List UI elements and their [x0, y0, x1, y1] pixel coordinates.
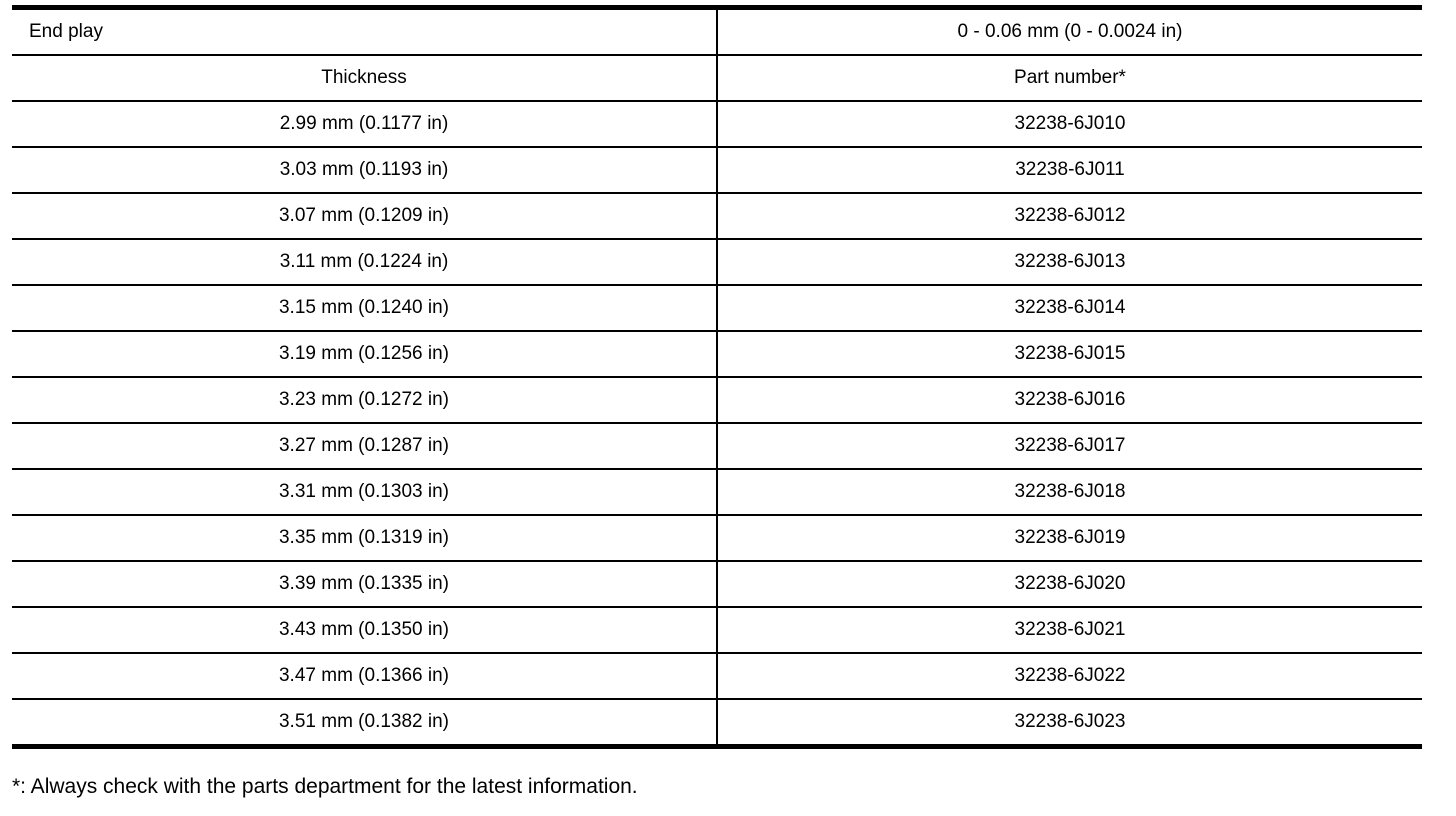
thickness-cell: 3.11 mm (0.1224 in): [12, 239, 717, 285]
table-row: [12, 285, 1422, 331]
table-row: [12, 515, 1422, 561]
thickness-cell: 3.51 mm (0.1382 in): [12, 699, 717, 747]
table-row: [12, 331, 1422, 377]
table-row: [12, 147, 1422, 193]
thickness-cell: 3.39 mm (0.1335 in): [12, 561, 717, 607]
thickness-cell: 3.43 mm (0.1350 in): [12, 607, 717, 653]
table-row: [12, 699, 1422, 747]
part-number-cell: 32238-6J011: [717, 147, 1422, 193]
table-row: [12, 653, 1422, 699]
end-play-row: [12, 8, 1422, 56]
part-number-cell: 32238-6J023: [717, 699, 1422, 747]
shim-spec-table: [12, 5, 1422, 749]
part-number-cell: 32238-6J015: [717, 331, 1422, 377]
part-number-cell: 32238-6J010: [717, 101, 1422, 147]
part-number-cell: 32238-6J019: [717, 515, 1422, 561]
table-row: [12, 561, 1422, 607]
table-row: [12, 193, 1422, 239]
thickness-cell: 3.47 mm (0.1366 in): [12, 653, 717, 699]
part-number-cell: 32238-6J018: [717, 469, 1422, 515]
table-row: [12, 377, 1422, 423]
table-row: [12, 423, 1422, 469]
thickness-cell: 3.07 mm (0.1209 in): [12, 193, 717, 239]
part-number-cell: 32238-6J016: [717, 377, 1422, 423]
table-row: [12, 239, 1422, 285]
part-number-cell: 32238-6J022: [717, 653, 1422, 699]
thickness-cell: 3.35 mm (0.1319 in): [12, 515, 717, 561]
thickness-cell: 3.03 mm (0.1193 in): [12, 147, 717, 193]
thickness-cell: 3.27 mm (0.1287 in): [12, 423, 717, 469]
part-number-cell: 32238-6J020: [717, 561, 1422, 607]
part-number-cell: 32238-6J013: [717, 239, 1422, 285]
thickness-cell: 2.99 mm (0.1177 in): [12, 101, 717, 147]
thickness-cell: 3.23 mm (0.1272 in): [12, 377, 717, 423]
thickness-cell: 3.15 mm (0.1240 in): [12, 285, 717, 331]
part-number-column-header: Part number*: [717, 55, 1422, 101]
thickness-column-header: Thickness: [12, 55, 717, 101]
column-header-row: [12, 55, 1422, 101]
part-number-cell: 32238-6J014: [717, 285, 1422, 331]
thickness-cell: 3.31 mm (0.1303 in): [12, 469, 717, 515]
table-row: [12, 101, 1422, 147]
table-row: [12, 469, 1422, 515]
table-row: [12, 607, 1422, 653]
footnote: *: Always check with the parts department for the latest information.: [12, 775, 638, 798]
part-number-cell: 32238-6J017: [717, 423, 1422, 469]
thickness-cell: 3.19 mm (0.1256 in): [12, 331, 717, 377]
end-play-value: 0 - 0.06 mm (0 - 0.0024 in): [717, 8, 1422, 56]
part-number-cell: 32238-6J012: [717, 193, 1422, 239]
end-play-label: End play: [12, 8, 717, 56]
part-number-cell: 32238-6J021: [717, 607, 1422, 653]
